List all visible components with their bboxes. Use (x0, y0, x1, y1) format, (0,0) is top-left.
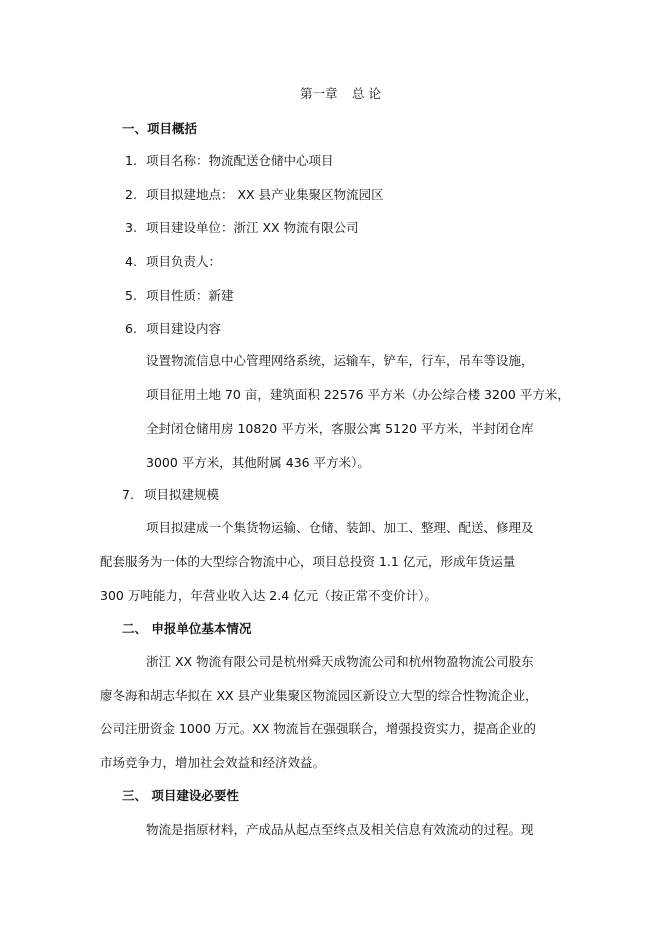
section3-line-1: 物流是指原材料，产成品从起点至终点及相关信息有效流动的过程。现 (146, 822, 534, 837)
section3-heading: 三、 项目建设必要性 (122, 788, 239, 803)
content-line-4: 3000 平方米，其他附属 436 平方米）。 (146, 455, 370, 470)
item-6-text: 项目建设内容 (146, 321, 222, 336)
item-6-number: 6. (125, 321, 137, 336)
section2-line-4: 市场竞争力，增加社会效益和经济效益。 (100, 755, 326, 770)
chapter-number: 第一章 (300, 86, 338, 101)
item-7-number: 7. (122, 487, 134, 502)
section1-heading: 一、项目概括 (122, 121, 198, 136)
item-4-text: 项目负责人： (146, 254, 222, 269)
content-line-1: 设置物流信息中心管理网络系统，运输车，铲车，行车，吊车等设施， (146, 353, 534, 368)
item-2-text: 项目拟建地点： XX 县产业集聚区物流园区 (146, 187, 384, 202)
item-3-number: 3. (125, 220, 137, 235)
section2-heading: 二、 申报单位基本情况 (122, 621, 252, 636)
chapter-title: 总 论 (352, 86, 381, 101)
item-4-number: 4. (125, 254, 137, 269)
content-line-3: 全封闭仓储用房 10820 平方米，客服公寓 5120 平方米，半封闭仓库 (146, 421, 534, 436)
content-line-2: 项目征用土地 70 亩，建筑面积 22576 平方米（办公综合楼 3200 平方米， (146, 387, 570, 402)
item-3-text: 项目建设单位：浙江 XX 物流有限公司 (146, 220, 359, 235)
scale-line-2: 配套服务为一体的大型综合物流中心，项目总投资 1.1 亿元，形成年货运量 (100, 554, 516, 569)
section2-line-3: 公司注册资金 1000 万元。XX 物流旨在强强联合，增强投资实力，提高企业的 (100, 721, 536, 736)
section2-line-2: 廖冬海和胡志华拟在 XX 县产业集聚区物流园区新设立大型的综合性物流企业， (100, 688, 538, 703)
item-7-heading: 项目拟建规模 (144, 487, 220, 502)
scale-line-3: 300 万吨能力，年营业收入达 2.4 亿元（按正常不变价计）。 (100, 588, 437, 603)
section2-line-1: 浙江 XX 物流有限公司是杭州舜天成物流公司和杭州物盈物流公司股东 (146, 654, 534, 669)
scale-line-1: 项目拟建成一个集货物运输、仓储、装卸、加工、整理、配送、修理及 (146, 520, 534, 535)
item-1-text: 项目名称：物流配送仓储中心项目 (146, 153, 334, 168)
item-5-number: 5. (125, 288, 137, 303)
item-5-text: 项目性质：新建 (146, 288, 234, 303)
item-1-number: 1. (125, 153, 137, 168)
item-2-number: 2. (125, 187, 137, 202)
